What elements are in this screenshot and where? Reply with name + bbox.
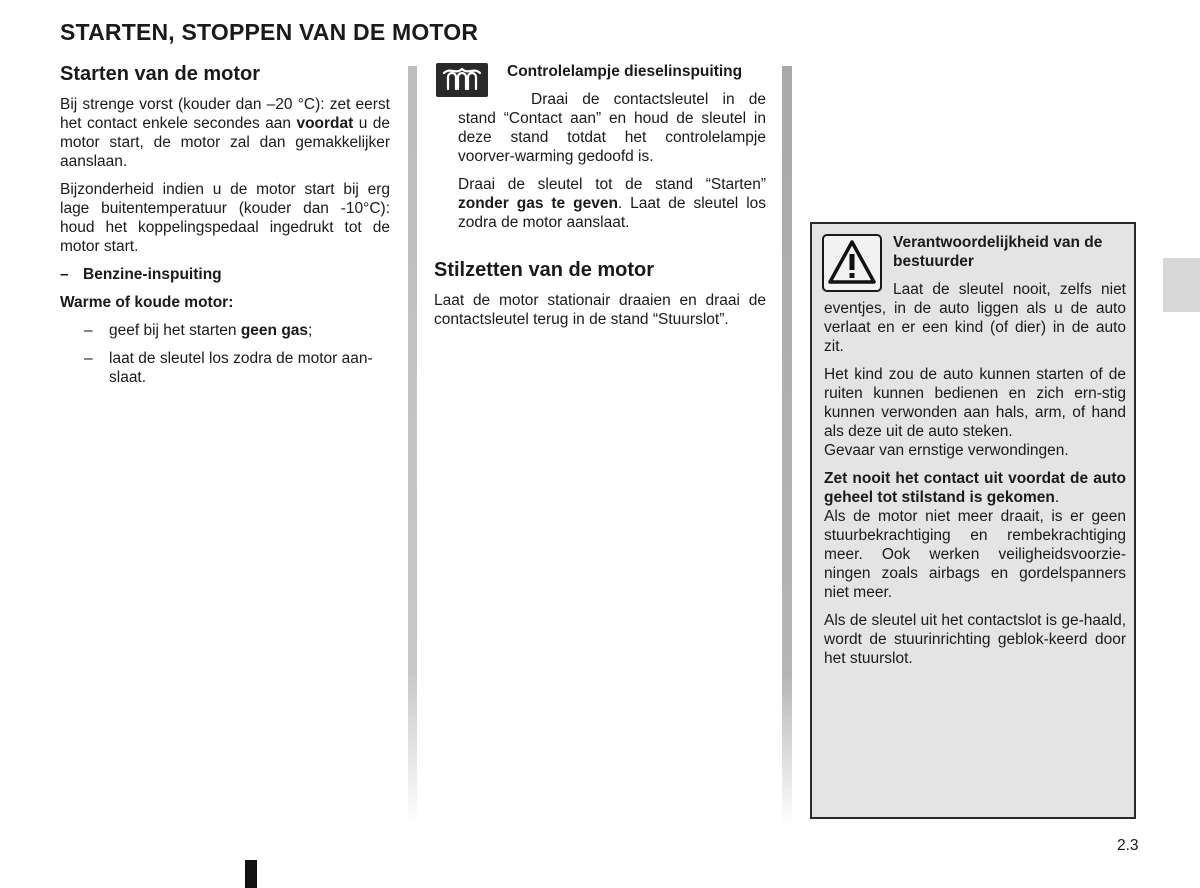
page-number: 2.3 <box>1117 837 1139 854</box>
diesel-text-bold: zonder gas te geven <box>458 195 618 212</box>
dash-marker: – <box>84 350 93 367</box>
diesel-section <box>434 62 766 338</box>
starting-section <box>60 62 390 396</box>
diesel-paragraph-1: Draai de contactsleutel in de stand “Contact aan” en houd de sleutel in deze stand totdat het controlelampje voorver-warming gedoofd is. <box>458 91 766 165</box>
warning-paragraph-4: Als de sleutel uit het contactslot is ge-haald, wordt de stuurinrichting geblok-keerd door het stuurslot. <box>824 612 1126 667</box>
warning-text-b: Als de motor niet meer draait, is er geen stuurbekrachtiging en rembekrachtiging meer. Ook werken veiligheidsvoorzie-ningen zoals airbags en gordelspanners niet meer. <box>824 508 1126 601</box>
diesel-text-a: Draai de sleutel tot de stand “Starten” <box>458 176 766 193</box>
petrol-injection-label: Benzine-inspuiting <box>83 266 222 283</box>
frost-text-bold: voordat <box>296 115 354 132</box>
starting-heading: Starten van de motor <box>60 63 261 85</box>
dash-marker: – <box>60 266 69 283</box>
print-mark <box>245 860 257 888</box>
warning-paragraph-1: Laat de sleutel nooit, zelfs niet eventjes, in de auto liggen als u de auto verlaat en er een kind (of dier) in de auto zit. <box>824 281 1126 355</box>
warning-paragraph-2b: Gevaar van ernstige verwondingen. <box>824 442 1069 459</box>
chapter-tab <box>1163 258 1200 312</box>
stopping-heading: Stilzetten van de motor <box>434 259 655 281</box>
stopping-paragraph: Laat de motor stationair draaien en draai de contactsleutel terug in de stand “Stuurslot”. <box>434 292 766 328</box>
frost-text-b: u de motor start, de motor zal dan gemakkelijker aanslaan. <box>60 115 390 170</box>
warning-heading: Verantwoordelijkheid van de bestuurder <box>893 234 1103 270</box>
list-item <box>60 321 390 340</box>
warning-paragraph-2: Het kind zou de auto kunnen starten of de ruiten kunnen bedienen en zich ern-stig kunnen verwonden aan hals, arm, of hand als deze uit de auto steken. <box>824 366 1126 440</box>
warning-text <box>824 233 1126 677</box>
list-item-text-b: ; <box>308 322 313 339</box>
warning-text-dot: . <box>1054 489 1060 506</box>
list-item <box>60 349 390 387</box>
warning-text-bold: Zet nooit het contact uit voordat de auto geheel tot stilstand is gekomen <box>824 470 1126 506</box>
frost-text-a: Bij strenge vorst (kouder dan –20 °C): zet eerst het contact enkele secondes aan <box>60 96 390 132</box>
list-item-text-bold: geen gas <box>240 322 309 339</box>
list-item-text: laat de sleutel los zodra de motor aan-slaat. <box>109 350 373 386</box>
diesel-heading: Controlelampje dieselinspuiting <box>507 63 743 80</box>
dash-marker: – <box>84 322 93 339</box>
warm-cold-label: Warme of koude motor: <box>60 294 234 311</box>
warning-paragraph-3 <box>824 469 1126 602</box>
frost-paragraph <box>60 95 390 171</box>
column-divider-right <box>782 66 792 826</box>
diesel-text-b: . Laat de sleutel los zodra de motor aanslaat. <box>458 195 767 231</box>
list-item-text-a: geef bij het starten <box>109 322 241 339</box>
column-divider-left <box>408 66 417 826</box>
low-temp-paragraph: Bijzonderheid indien u de motor start bij erg lage buitentemperatuur (kouder dan -10°C): houd het koppelingspedaal ingedrukt tot de motor start. <box>60 181 390 255</box>
diesel-paragraph-2 <box>434 175 766 232</box>
petrol-injection-heading <box>60 265 390 284</box>
page-title: STARTEN, STOPPEN VAN DE MOTOR <box>60 19 479 45</box>
